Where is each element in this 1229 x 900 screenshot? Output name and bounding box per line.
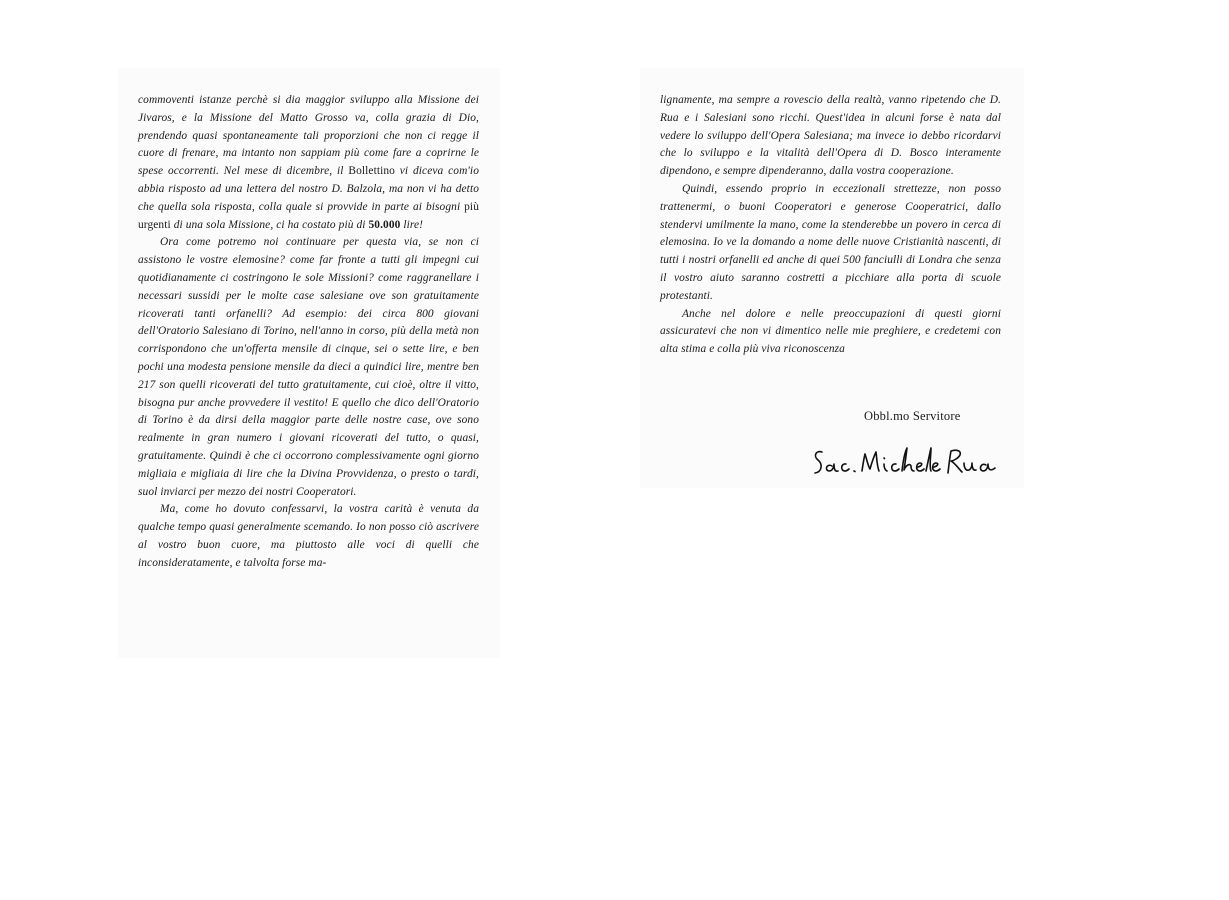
signature-icon [810,442,1000,484]
closing-salutation: Obbl.mo Servitore [864,409,961,423]
right-page [640,68,1024,488]
paragraph-1 [138,92,479,234]
paragraph-2: Ora come potremo noi continuare per questa via, se non ci assistono le vostre elemosine? come far fronte a tutti gli impegni cui quotidianamente ci costringono le sole Missioni? come raggranellare i necessari sussidi per le molte case salesiane ove son gratuitamente ricoverati tanti orfanelli? Ad esempio: dei circa 800 giovani dell'Oratorio Salesiano di Torino, nell'anno in corso, più della metà non corrispondono che un'offerta mensile di cinque, sei o sette lire, e ben pochi una modesta pensione mensile da dieci a quindici lire, mentre ben 217 son quelli ricoverati del tutto gratuitamente, cui cioè, oltre il vitto, bisogna pur anche provvedere il vestito! E quello che dico dell'Oratorio di Torino è da dirsi della maggior parte delle nostre case, ove sono realmente in gran numero i giovani ricoverati del tutto, o quasi, gratuitamente. Quindi è che ci occorrono complessivamente ogni giorno migliaia e migliaia di lire che la Divina Provvidenza, o presto o tardi, suol inviarci per mezzo dei nostri Cooperatori. [138,236,479,498]
amount-text: 50.000 [368,218,401,231]
paragraph-4: lignamente, ma sempre a rovescio della realtà, vanno ripetendo che D. Rua e i Salesiani sono ricchi. Quest'idea in alcuni forse è nata dal vedere lo sviluppo dell'Opera Salesiana; ma invece io debbo ricordarvi che lo sviluppo e la vitalità dell'Opera di D. Bosco interamente dipendono, e sempre dipenderanno, dalla vostra cooperazione. [660,94,1001,178]
paragraph-1-part-d: lire! [400,218,424,231]
paragraph-3: Ma, come ho dovuto confessarvi, la vostra carità è venuta da qualche tempo quasi generalmente scemando. Io non posso ciò ascrivere al vostro buon cuore, ma piuttosto alle voci di quelli che inconsideratamente, e talvolta forse ma- [138,503,479,569]
left-page [118,68,500,658]
paragraph-5: Quindi, essendo proprio in eccezionali strettezze, non posso trattenermi, o buoni Cooperatori e generose Cooperatrici, dallo stendervi umilmente la mano, come la stenderebbe un povero in cerca di elemosina. Io ve la domando a nome delle nuove Cristianità nascenti, di tutti i nostri orfanelli ed anche di quei 500 fanciulli di Londra che senza il vostro aiuto saranno costretti a picchiare alla porta di scuole protestanti. [660,182,1001,302]
bollettino-title: Bollettino [348,165,395,178]
right-column-text [660,92,1001,359]
handwritten-signature [810,442,1000,484]
paragraph-1-part-b: vi diceva com'io abbia risposto ad una lettera del nostro D. Balzola, ma non vi ha detto che quella sola risposta, colla quale si provvide in parte ai bisogni [138,165,479,213]
paragraph-6: Anche nel dolore e nelle preoccupazioni di questi giorni assicuratevi che non vi dimentico nelle mie preghiere, e credetemi con alta stima e colla più viva riconoscenza [660,307,1001,356]
left-column-text [138,92,479,573]
paragraph-1-part-a: commoventi istanze perchè si dia maggior sviluppo alla Missione dei Jivaros, e la Missione del Matto Grosso va, colla grazia di Dio, prendendo quasi spontaneamente tali proporzioni che non ci regge il cuore di frenare, ma intanto non sappiam più come fare a coprirne le spese occorrenti. Nel mese di dicembre, il [138,94,479,178]
paragraph-1-part-c: di una sola Missione, ci ha costato più di [170,218,369,231]
piu-urgenti-text: più urgenti [138,200,479,231]
